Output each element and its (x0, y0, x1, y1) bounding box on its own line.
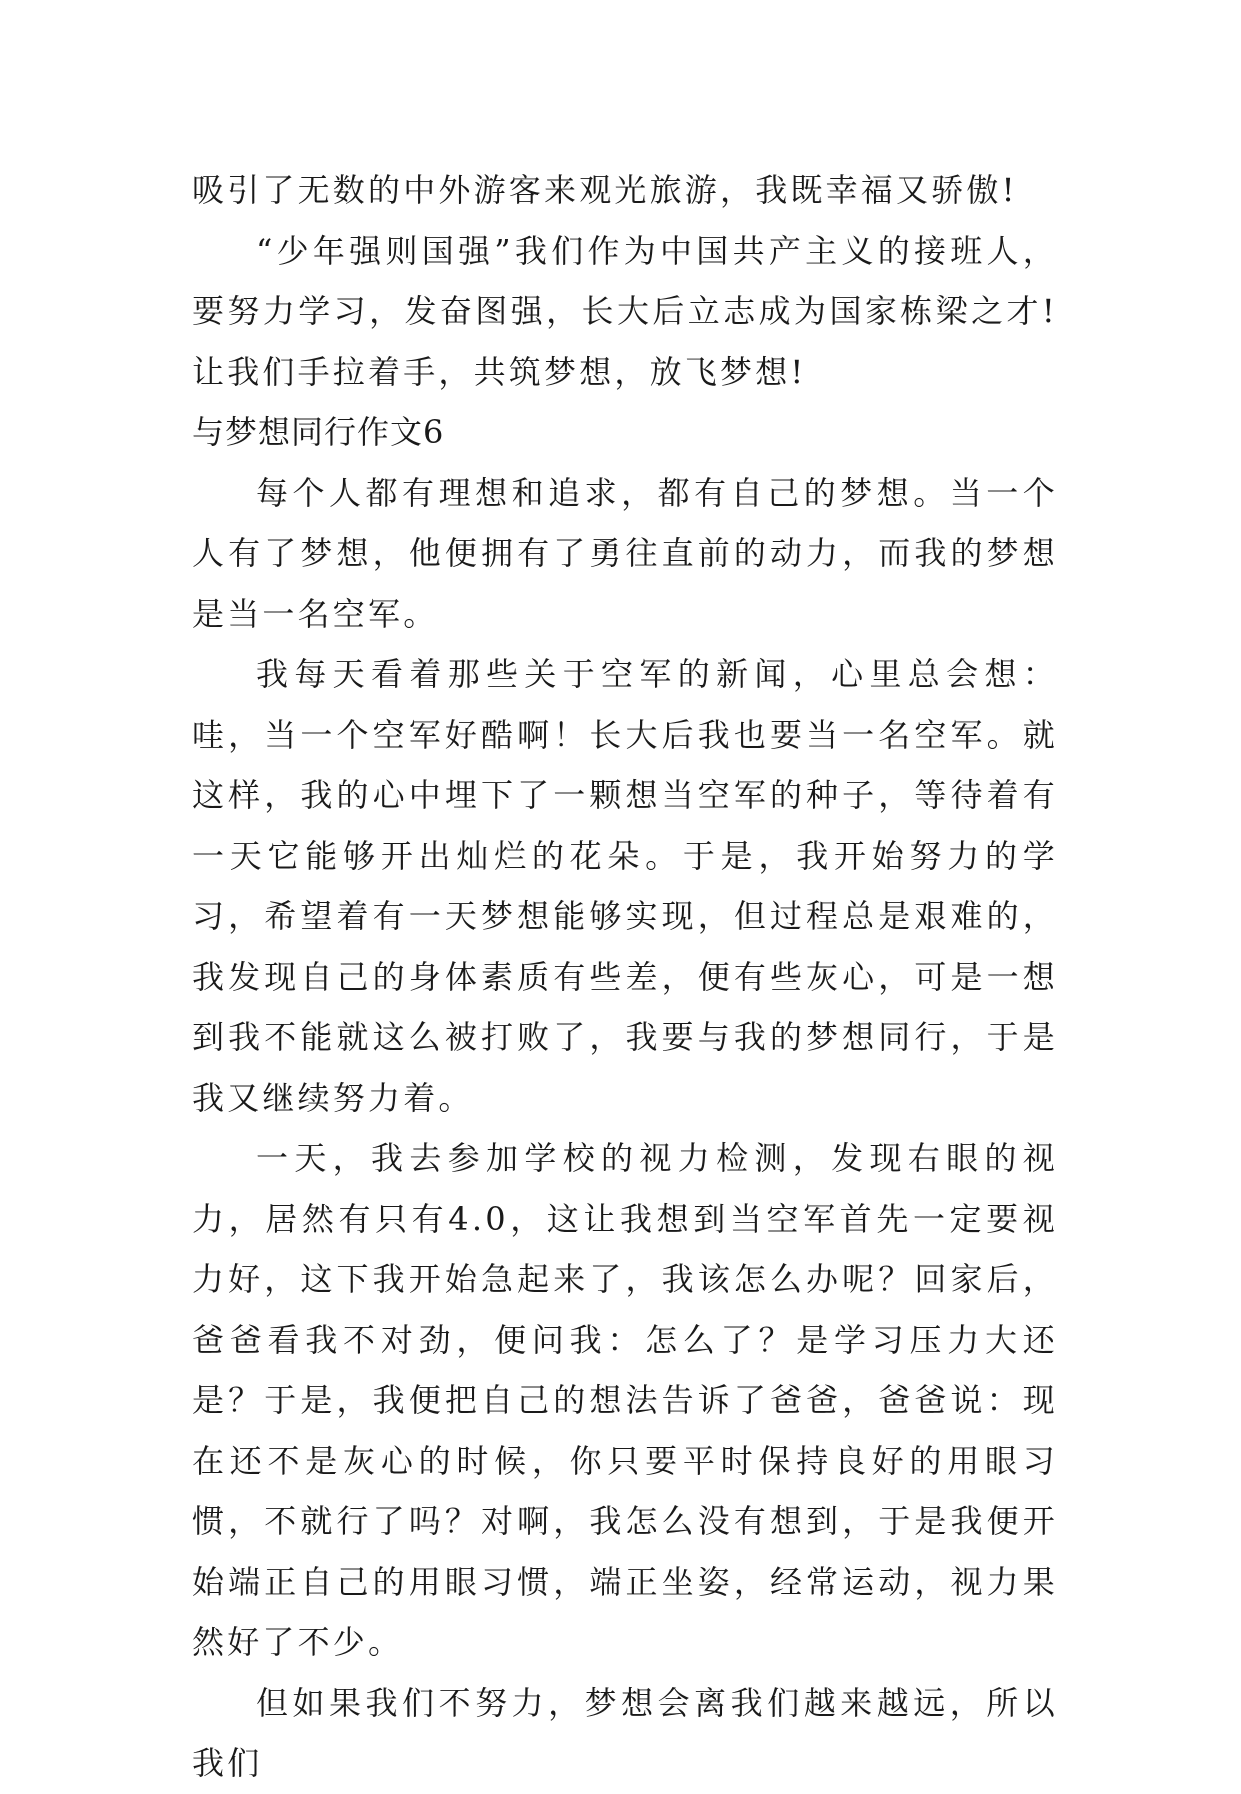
document-body (192, 160, 1058, 1794)
paragraph-continuation: 吸引了无数的中外游客来观光旅游，我既幸福又骄傲! (192, 171, 1018, 209)
paragraph: 一天，我去参加学校的视力检测，发现右眼的视力，居然有只有4.0，这让我想到当空军首先一定要视力好，这下我开始急起来了，我该怎么办呢？回家后，爸爸看我不对劲，便问我：怎么了？是学习压力大还是？于是，我便把自己的想法告诉了爸爸，爸爸说：现在还不是灰心的时候，你只要平时保持良好的用眼习惯，不就行了吗？对啊，我怎么没有想到，于是我便开始端正自己的用眼习惯，端正坐姿，经常运动，视力果然好了不少。 (192, 1139, 1058, 1661)
paragraph: 但如果我们不努力，梦想会离我们越来越远，所以我们 (192, 1683, 1058, 1782)
paragraph: 我每天看着那些关于空军的新闻，心里总会想：哇，当一个空军好酷啊！长大后我也要当一名空军。就这样，我的心中埋下了一颗想当空军的种子，等待着有一天它能够开出灿烂的花朵。于是，我开始努力的学习，希望着有一天梦想能够实现，但过程总是艰难的，我发现自己的身体素质有些差，便有些灰心，可是一想到我不能就这么被打败了，我要与我的梦想同行，于是我又继续努力着。 (192, 655, 1058, 1117)
section-heading: 与梦想同行作文6 (192, 413, 445, 451)
paragraph: “少年强则国强”我们作为中国共产主义的接班人，要努力学习，发奋图强，长大后立志成为国家栋梁之才!让我们手拉着手，共筑梦想，放飞梦想! (192, 231, 1058, 391)
paragraph: 每个人都有理想和追求，都有自己的梦想。当一个人有了梦想，他便拥有了勇往直前的动力，而我的梦想是当一名空军。 (192, 473, 1058, 633)
